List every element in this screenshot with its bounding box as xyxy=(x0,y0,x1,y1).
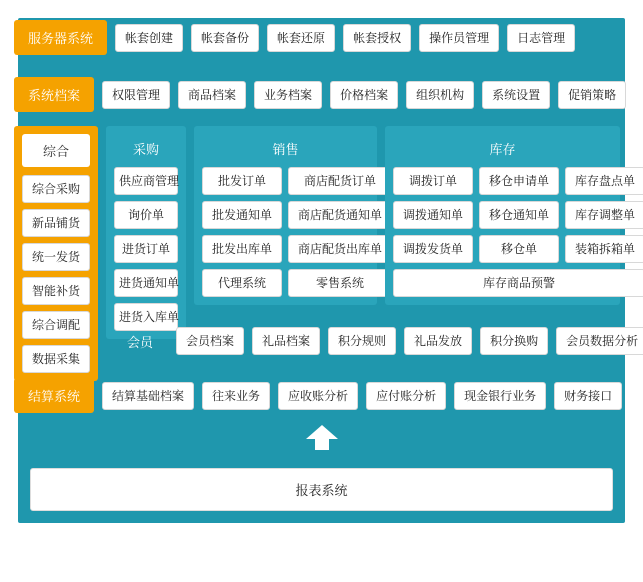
button-new-product-distribution[interactable]: 新品铺货 xyxy=(22,209,90,237)
arrow-up-icon xyxy=(0,425,643,451)
button-payable-analysis[interactable]: 应付账分析 xyxy=(366,382,446,410)
panel-comprehensive xyxy=(14,126,98,381)
button-warehouse-move-notice[interactable]: 移仓通知单 xyxy=(479,201,559,229)
button-organization[interactable]: 组织机构 xyxy=(406,81,474,109)
button-price-archive[interactable]: 价格档案 xyxy=(330,81,398,109)
member-title: 会员 xyxy=(126,334,153,350)
button-transfer-shipment[interactable]: 调拨发货单 xyxy=(393,235,473,263)
settlement-row xyxy=(14,378,622,413)
button-log-management[interactable]: 日志管理 xyxy=(507,24,575,52)
button-account-backup[interactable]: 帐套备份 xyxy=(191,24,259,52)
panel-stock-title: 库存 xyxy=(489,142,516,157)
button-points-rules[interactable]: 积分规则 xyxy=(328,327,396,355)
button-account-create[interactable]: 帐套创建 xyxy=(115,24,183,52)
button-gift-issue[interactable]: 礼品发放 xyxy=(404,327,472,355)
panel-sales xyxy=(194,126,383,305)
button-receivable-analysis[interactable]: 应收账分析 xyxy=(278,382,358,410)
button-transfer-notice[interactable]: 调拨通知单 xyxy=(393,201,473,229)
settlement-title: 结算系统 xyxy=(14,378,94,413)
button-business-archive[interactable]: 业务档案 xyxy=(254,81,322,109)
button-comprehensive-purchase[interactable]: 综合采购 xyxy=(22,175,90,203)
panel-purchase xyxy=(106,126,186,339)
button-current-account-business[interactable]: 往来业务 xyxy=(202,382,270,410)
button-wholesale-outbound[interactable]: 批发出库单 xyxy=(202,235,282,263)
button-warehouse-move-sheet[interactable]: 移仓单 xyxy=(479,235,559,263)
panel-stock xyxy=(385,126,636,305)
button-packing-unpacking[interactable]: 装箱拆箱单 xyxy=(565,235,643,263)
button-stock-alert[interactable]: 库存商品预警 xyxy=(393,269,643,297)
button-supplier-management[interactable]: 供应商管理 xyxy=(114,167,178,195)
button-comprehensive-allocation[interactable]: 综合调配 xyxy=(22,311,90,339)
panel-comprehensive-title: 综合 xyxy=(22,134,90,167)
button-cash-bank-business[interactable]: 现金银行业务 xyxy=(454,382,546,410)
button-member-archive[interactable]: 会员档案 xyxy=(176,327,244,355)
report-system-bar[interactable]: 报表系统 xyxy=(30,468,613,511)
button-stock-adjustment[interactable]: 库存调整单 xyxy=(565,201,643,229)
button-operator-management[interactable]: 操作员管理 xyxy=(419,24,499,52)
button-warehouse-move-request[interactable]: 移仓申请单 xyxy=(479,167,559,195)
button-account-authorize[interactable]: 帐套授权 xyxy=(343,24,411,52)
button-member-analytics[interactable]: 会员数据分析 xyxy=(556,327,643,355)
button-gift-archive[interactable]: 礼品档案 xyxy=(252,327,320,355)
panel-purchase-title: 采购 xyxy=(132,142,159,157)
button-store-distribution-order[interactable]: 商店配货订单 xyxy=(288,167,392,195)
button-account-restore[interactable]: 帐套还原 xyxy=(267,24,335,52)
member-row xyxy=(112,327,643,355)
button-store-distribution-notice[interactable]: 商店配货通知单 xyxy=(288,201,392,229)
button-smart-replenishment[interactable]: 智能补货 xyxy=(22,277,90,305)
button-stock-count-sheet[interactable]: 库存盘点单 xyxy=(565,167,643,195)
system-archive-title: 系统档案 xyxy=(14,77,94,112)
system-archive-row xyxy=(14,77,626,112)
button-permission-management[interactable]: 权限管理 xyxy=(102,81,170,109)
button-purchase-inbound[interactable]: 进货入库单 xyxy=(114,303,178,331)
panel-sales-title: 销售 xyxy=(272,142,299,157)
button-wholesale-notice[interactable]: 批发通知单 xyxy=(202,201,282,229)
button-inquiry-order[interactable]: 询价单 xyxy=(114,201,178,229)
button-unified-shipment[interactable]: 统一发货 xyxy=(22,243,90,271)
button-product-archive[interactable]: 商品档案 xyxy=(178,81,246,109)
button-transfer-order[interactable]: 调拨订单 xyxy=(393,167,473,195)
server-system-row xyxy=(14,20,575,55)
button-wholesale-order[interactable]: 批发订单 xyxy=(202,167,282,195)
button-data-collection[interactable]: 数据采集 xyxy=(22,345,90,373)
server-system-title: 服务器系统 xyxy=(14,20,107,55)
button-purchase-order[interactable]: 进货订单 xyxy=(114,235,178,263)
button-purchase-notice[interactable]: 进货通知单 xyxy=(114,269,178,297)
button-store-distribution-outbound[interactable]: 商店配货出库单 xyxy=(288,235,392,263)
button-settlement-base-archive[interactable]: 结算基础档案 xyxy=(102,382,194,410)
button-system-settings[interactable]: 系统设置 xyxy=(482,81,550,109)
button-points-exchange[interactable]: 积分换购 xyxy=(480,327,548,355)
button-promotion-strategy[interactable]: 促销策略 xyxy=(558,81,626,109)
button-retail-system[interactable]: 零售系统 xyxy=(288,269,392,297)
button-finance-interface[interactable]: 财务接口 xyxy=(554,382,622,410)
button-agent-system[interactable]: 代理系统 xyxy=(202,269,282,297)
